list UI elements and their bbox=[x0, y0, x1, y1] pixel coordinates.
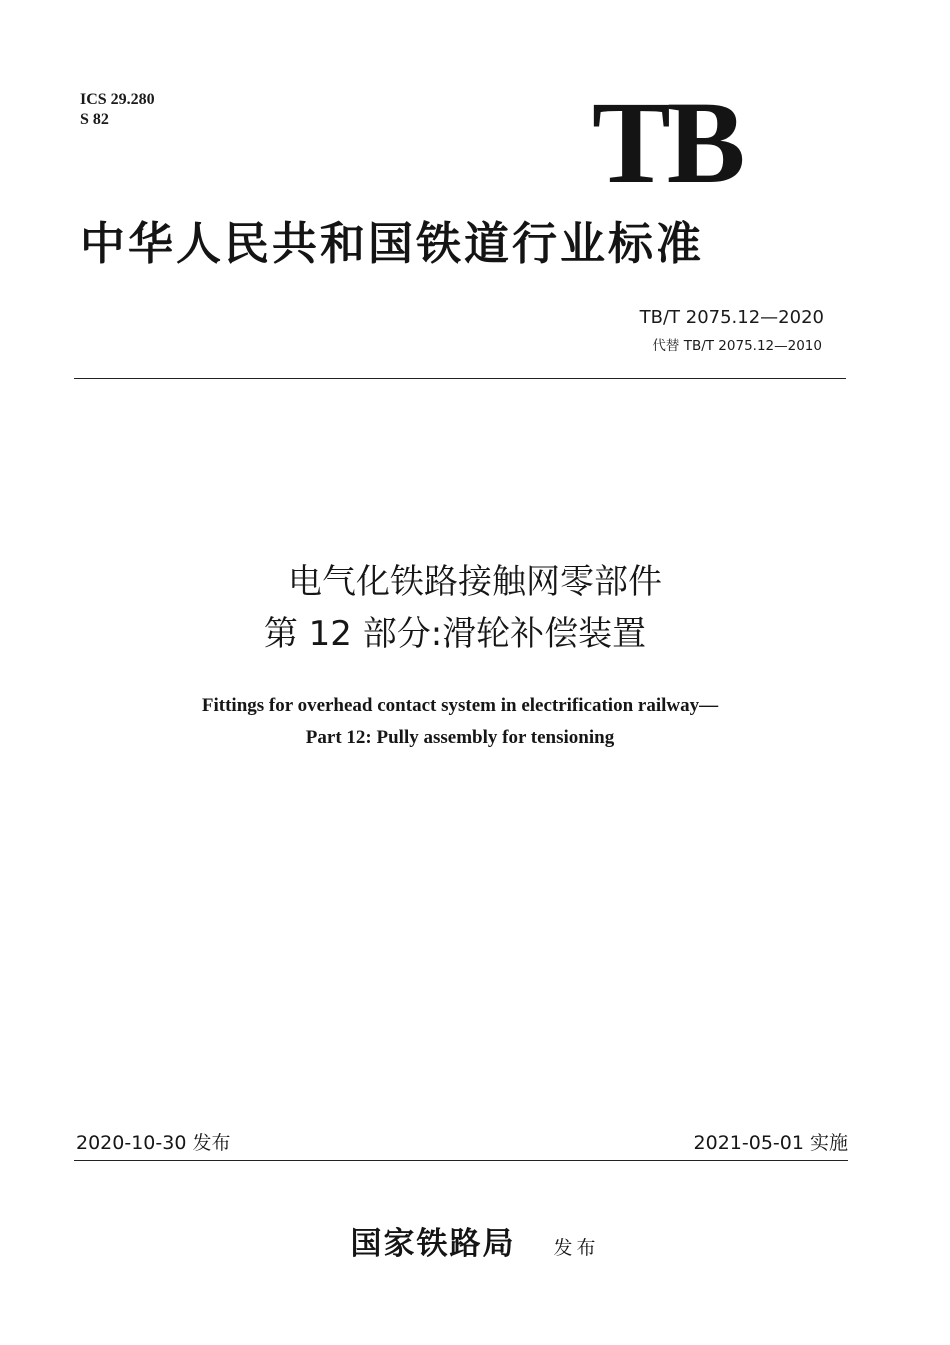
english-title bbox=[0, 690, 920, 754]
standard-type-title: 中华人民共和国铁道行业标准 bbox=[80, 217, 705, 270]
chinese-title-line-2: 第 12 部分:滑轮补偿装置 bbox=[263, 614, 647, 654]
issuing-organization: 国家铁路局 bbox=[350, 1226, 516, 1262]
issuer-line bbox=[0, 1218, 950, 1263]
classification-codes bbox=[80, 90, 155, 130]
replaces-standard: 代替 TB/T 2075.12—2010 bbox=[652, 338, 822, 354]
english-title-line-1: Fittings for overhead contact system in electrification railway— bbox=[201, 695, 719, 716]
chinese-title bbox=[0, 556, 950, 660]
standard-number: TB/T 2075.12—2020 bbox=[639, 307, 824, 328]
ics-code: ICS 29.280 bbox=[80, 91, 155, 108]
issue-date: 2020-10-30 发布 bbox=[76, 1132, 231, 1154]
english-title-line-2: Part 12: Pully assembly for tensioning bbox=[305, 727, 615, 748]
tb-logo: TB bbox=[592, 77, 742, 208]
chinese-title-line-1: 电气化铁路接触网零部件 bbox=[288, 562, 662, 602]
issue-action: 发布 bbox=[553, 1237, 600, 1259]
category-code: S 82 bbox=[80, 111, 109, 128]
top-divider bbox=[74, 378, 846, 379]
implementation-date: 2021-05-01 实施 bbox=[693, 1132, 848, 1154]
bottom-divider bbox=[74, 1160, 848, 1161]
